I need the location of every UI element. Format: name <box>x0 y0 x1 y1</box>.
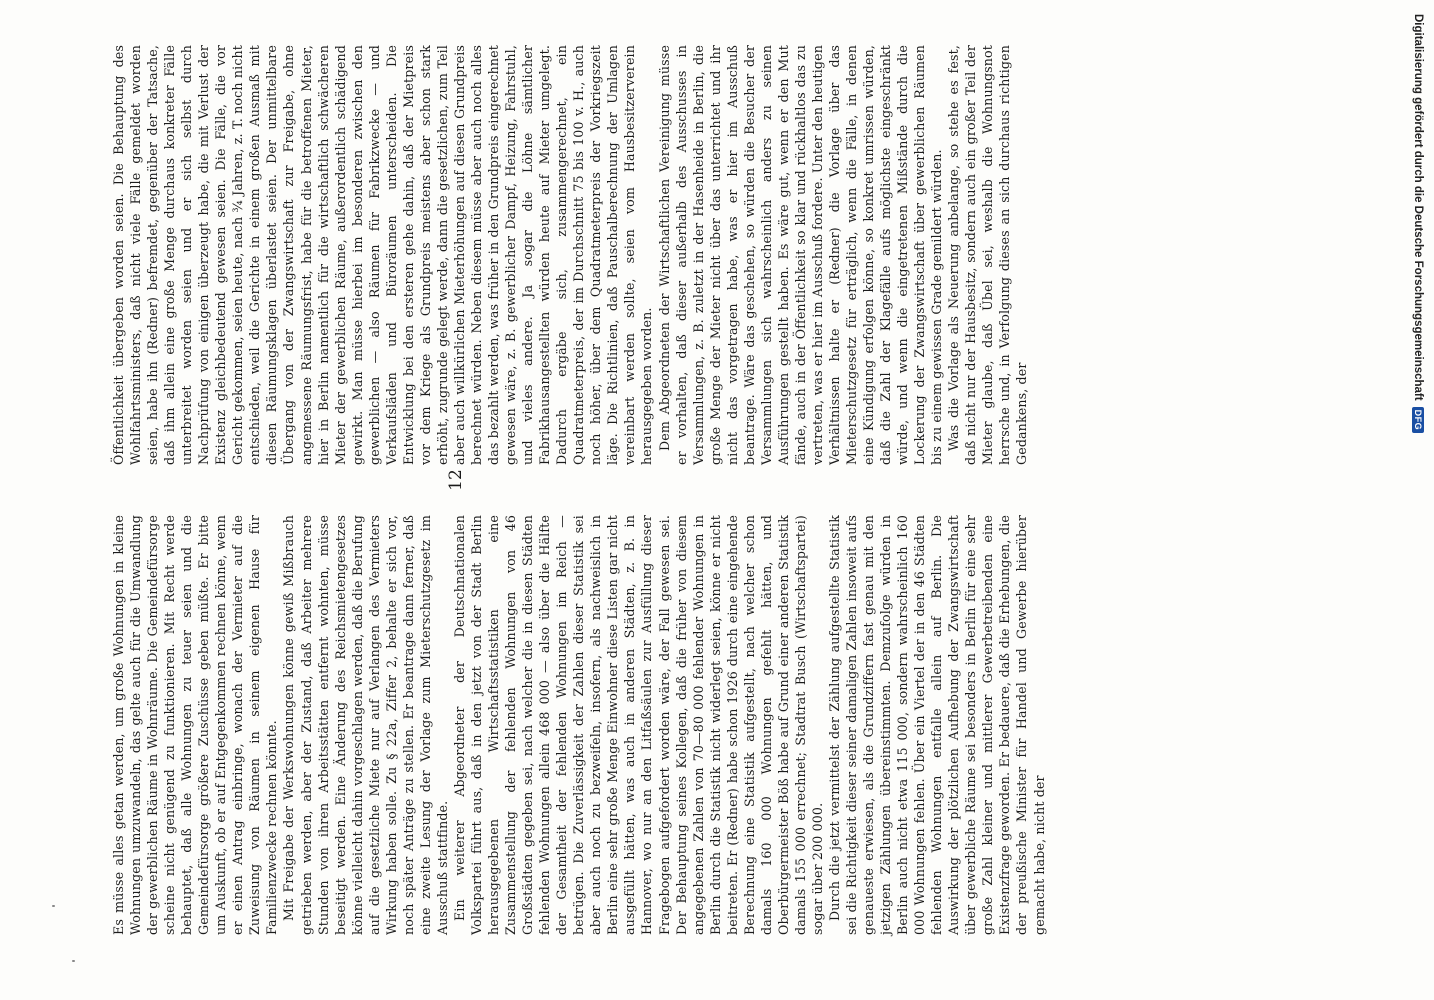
paragraph: Mit Freigabe der Werkswohnungen könne gewiß Mißbrauch getrieben werden, aber der Zustand, daß Arbeiter mehrere Stunden von ihren Arbeitsstätten entfernt wohnten, müsse beseitigt werden. Eine Änderung des Reichsmietengesetzes könne vielleicht dahin vorgeschlagen werden, daß die Berufung auf die gesetzliche Miete nur auf Verlangen des Vermieters Wirkung haben solle. Zu § 22a, Ziffer 2, behalte er sich vor, noch später Anträge zu stellen. Er beantrage dann ferner, daß eine zweite Lesung der Vorlage zum Mieterschutzgesetz im Ausschuß stattfinde. <box>281 515 450 935</box>
rotated-text-block <box>110 45 1310 945</box>
scan-speck <box>72 960 75 962</box>
paragraph: Durch die jetzt vermittelst der Zählung aufgestellte Statistik sei die Richtigkeit dieser seiner damaligen Zahlen insoweit aufs genaueste erwiesen, als die Grundziffern fast genau mit den jetzigen Zählungen übereinstimmten. Demzufolge würden in Berlin auch nicht etwa 115 000, sondern wahrscheinlich 160 000 Wohnungen fehlen. Über ein Viertel der in den 46 Städten fehlenden Wohnungen entfalle allein auf Berlin. Die Auswirkung der plötzlichen Aufhebung der Zwangswirtschaft über gewerbliche Räume sei besonders in Berlin für eine sehr große Zahl kleiner und mittlerer Gewerbetreibenden eine Existenzfrage geworden. Er bedauere, daß die Erhebungen, die der preußische Minister für Handel und Gewerbe hierüber gemacht habe, nicht der <box>826 515 1047 935</box>
paragraph: Es müsse alles getan werden, um große Wohnungen in kleine Wohnungen umzuwandeln, das gelte auch für die Umwandlung der gewerblichen Räume in Wohnräume. Die Gemeindefürsorge scheine nicht genügend zu funktionieren. Mit Recht werde behauptet, daß alle Wohnungen zu teuer seien und die Gemeindefürsorge größere Zuschüsse geben müßte. Er bitte um Auskunft, ob er auf Entgegenkommen rechnen könne, wenn er einen Antrag einbringe, wonach der Vermieter auf die Zuweisung von Räumen in seinem eigenen Hause für Familienzwecke rechnen könnte. <box>111 515 280 935</box>
scan-speck <box>52 905 55 907</box>
credit-text: Digitalisierung gefördert durch die Deutsche Forschungsgemeinschaft <box>1412 14 1424 401</box>
page-number: 12 <box>445 469 466 491</box>
digitization-credit <box>1412 14 1424 433</box>
paragraph: Öffentlichkeit übergeben worden seien. Die Behauptung des Wohlfahrtsministers, daß nicht viele Fälle gemeldet worden seien, habe ihn (Redner) befremdet, gegenüber der Tatsache, daß ihm allein eine große Menge durchaus konkreter Fälle unterbreitet worden seien und er sich selbst durch Nachprüfung von einigen überzeugt habe, die mit Verlust der Existenz gleichbedeutend gewesen seien. Die Fälle, die vor Gericht gekommen, seien heute, nach ¾ Jahren, z. T. noch nicht entschieden, weil die Gerichte in einem großen Ausmaß mit diesen Räumungsklagen überlastet seien. Der unmittelbare Übergang von der Zwangswirtschaft zur Freigabe, ohne angemessene Räumungsfrist, habe für die betroffenen Mieter, hier in Berlin namentlich für die wirtschaftlich schwächeren Mieter der gewerblichen Räume, außerordentlich schädigend gewirkt. Man müsse hierbei im besonderen zwischen den gewerblichen — also Räumen für Fabrikzwecke — und Verkaufsläden und Büroräumen unterscheiden. Die Entwicklung bei den ersteren gehe dahin, daß der Mietpreis vor dem Kriege als Grundpreis meistens aber schon stark erhöht, zugrunde gelegt werde, dann die gesetzlichen, zum Teil aber auch willkürlichen Mieterhöhungen auf diesen Grundpreis berechnet würden. Neben diesem müsse aber auch noch alles das bezahlt werden, was früher in den Grundpreis eingerechnet gewesen wäre, z. B. gewerblicher Dampf, Heizung, Fahrstuhl, und vieles andere. Ja sogar die Löhne sämtlicher Fabrikhausangestellten würden heute auf Mieter umgelegt. Dadurch ergäbe sich, zusammengerechnet, ein Quadratmeterpreis, der im Durchschnitt 75 bis 100 v. H., auch noch höher, über dem Quadratmeterpreis der Vorkriegszeit läge. Die Richtlinien, daß Pauschalberechnung der Umlagen vereinbart werden sollte, seien vom Hausbesitzerverein herausgegeben worden. <box>111 45 655 465</box>
right-column <box>110 45 1310 465</box>
paragraph: Dem Abgeordneten der Wirtschaftlichen Vereinigung müsse er vorhalten, daß dieser außerhalb des Ausschusses in Versammlungen, z. B. zuletzt in der Hasenheide in Berlin, die große Menge der Mieter nicht über das unterrichtet und ihr nicht das vorgetragen habe, was er hier im Ausschuß beantrage. Wäre das geschehen, so würden die Besucher der Versammlungen sich wahrscheinlich anders zu seinen Ausführungen gestellt haben. Es wäre gut, wenn er den Mut fände, auch in der Öffentlichkeit so klar und rückhaltlos das zu vertreten, was er hier im Ausschuß fordere. Unter den heutigen Verhältnissen halte er (Redner) die Vorlage über das Mieterschutzgesetz für erträglich, wenn die Fälle, in denen eine Kündigung erfolgen könne, so konkret umrissen würden, daß die Zahl der Klagefälle aufs möglichste eingeschränkt würde, und wenn die eingetretenen Mißstände durch die Lockerung der Zwangswirtschaft über gewerblichen Räumen bis zu einem gewissen Grade gemildert würden. <box>656 45 945 465</box>
left-column <box>110 515 1047 935</box>
dfg-logo-icon: DFG <box>1412 407 1424 434</box>
paragraph: Ein weiterer Abgeordneter der Deutschnationalen Volkspartei führt aus, daß in den jetzt von der Stadt Berlin herausgegebenen Wirtschaftsstatistiken eine Zusammenstellung der fehlenden Wohnungen von 46 Großstädten gegeben sei, nach welcher die in diesen Städten fehlenden Wohnungen allein 468 000 — also über die Hälfte der Gesamtheit der fehlenden Wohnungen im Reich — betrügen. Die Zuverlässigkeit der Zahlen dieser Statistik sei aber auch noch zu bezweifeln, insofern, als nachweislich in Berlin eine sehr große Menge Einwohner diese Listen gar nicht ausgefüllt hätten, was auch in anderen Städten, z. B. in Hannover, wo nur an den Litfaßsäulen zur Ausfüllung dieser Fragebogen aufgefordert worden wäre, der Fall gewesen sei. Der Behauptung seines Kollegen, daß die früher von diesem angegebenen Zahlen von 70—80 000 fehlender Wohnungen in Berlin durch die Statistik nicht widerlegt seien, könne er nicht beitreten. Er (Redner) habe schon 1926 durch eine eingehende Berechnung eine Statistik aufgestellt, nach welcher schon damals 160 000 Wohnungen gefehlt hätten, und Oberbürgermeister Böß habe auf Grund einer anderen Statistik damals 155 000 errechnet; Stadtrat Busch (Wirtschaftspartei) sogar über 200 000. <box>451 515 825 935</box>
paragraph: Was die Vorlage als Neuerung anbelange, so stehe es fest, daß nicht nur der Hausbesitz, sondern auch ein großer Teil der Mieter glaube, daß Übel sei, weshalb die Wohnungsnot herrsche und, in Verfolgung dieses an sich durchaus richtigen Gedankens, der <box>946 45 1030 465</box>
